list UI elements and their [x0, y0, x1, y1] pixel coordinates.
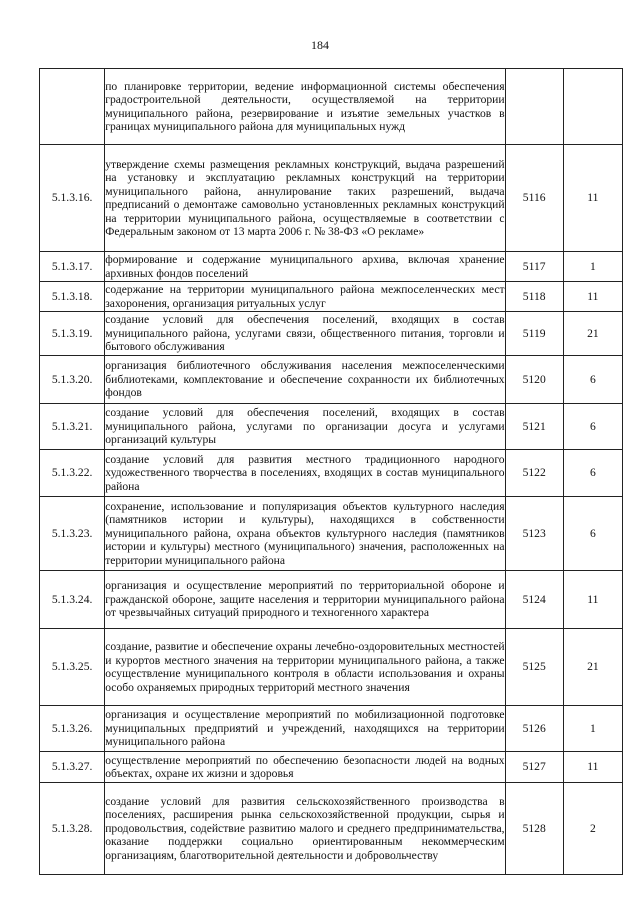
table-row	[40, 706, 623, 752]
row-code: 5128	[505, 783, 563, 875]
row-code	[505, 69, 563, 145]
row-number: 5.1.3.22.	[40, 450, 105, 497]
row-number: 5.1.3.23.	[40, 497, 105, 571]
row-number: 5.1.3.26.	[40, 706, 105, 752]
row-count: 1	[563, 706, 622, 752]
row-description: организация библиотечного обслуживания населения межпоселенческими библиотеками, комплектование и обеспечение сохранности их библиотечных фондов	[105, 356, 505, 404]
row-count: 11	[563, 571, 622, 629]
row-code: 5125	[505, 629, 563, 706]
table-row	[40, 69, 623, 145]
table-row	[40, 450, 623, 497]
row-code: 5124	[505, 571, 563, 629]
row-number: 5.1.3.17.	[40, 252, 105, 282]
table-row	[40, 282, 623, 312]
table-row	[40, 571, 623, 629]
row-description: сохранение, использование и популяризация объектов культурного наследия (памятников истории и культуры), находящихся в собственности муниципального района, охрана объектов культурного наследия (памятников истории и культуры) местного (муниципального) значения, расположенных на территории муниципального района	[105, 497, 505, 571]
row-description: организация и осуществление мероприятий по мобилизационной подготовке муниципальных предприятий и учреждений, находящихся на территории муниципального района	[105, 706, 505, 752]
table-row	[40, 629, 623, 706]
row-number: 5.1.3.24.	[40, 571, 105, 629]
row-description: формирование и содержание муниципального архива, включая хранение архивных фондов поселений	[105, 253, 505, 280]
row-number	[40, 69, 105, 145]
table-row	[40, 404, 623, 450]
row-number: 5.1.3.19.	[40, 312, 105, 356]
row-description: осуществление мероприятий по обеспечению безопасности людей на водных объектах, охране их жизни и здоровья	[105, 752, 505, 783]
row-description: создание условий для развития сельскохозяйственного производства в поселениях, расширения рынка сельскохозяйственной продукции, сырья и продовольствия, содействие развитию малого и среднего предпринимательства, оказание поддержки социально ориентированным некоммерческим организациям, благотворительной деятельности и добровольчеству	[105, 783, 505, 875]
page-number: 184	[311, 38, 329, 52]
row-code: 5123	[505, 497, 563, 571]
row-number: 5.1.3.25.	[40, 629, 105, 706]
row-count: 1	[563, 252, 622, 282]
row-count: 6	[563, 497, 622, 571]
table-row	[40, 497, 623, 571]
row-description: по планировке территории, ведение информационной системы обеспечения градостроительной деятельности, осуществляемой на территории муниципального района, резервирование и изъятие земельных участков в границах муниципального района для муниципальных нужд	[105, 69, 505, 145]
row-count: 6	[563, 356, 622, 404]
table-row	[40, 252, 623, 282]
row-description: создание условий для обеспечения поселений, входящих в состав муниципального района, услугами связи, общественного питания, торговли и бытового обслуживания	[105, 312, 505, 356]
row-number: 5.1.3.28.	[40, 783, 105, 875]
row-code: 5116	[505, 145, 563, 252]
row-code: 5122	[505, 450, 563, 497]
row-description: утверждение схемы размещения рекламных конструкций, выдача разрешений на установку и эксплуатацию рекламных конструкций на территории муниципального района, аннулирование таких разрешений, выдача предписаний о демонтаже самовольно установленных рекламных конструкций на территории муниципального района, осуществляемые в соответствии с Федеральным законом от 13 марта 2006 г. № 38-ФЗ «О рекламе»	[105, 145, 505, 252]
table-row	[40, 312, 623, 356]
row-description: создание, развитие и обеспечение охраны лечебно-оздоровительных местностей и курортов местного значения на территории муниципального района, а также осуществление муниципального контроля в области использования и охраны особо охраняемых природных территорий местного значения	[105, 629, 505, 706]
table-row	[40, 752, 623, 783]
row-count	[563, 69, 622, 145]
table-row	[40, 783, 623, 875]
row-count: 21	[563, 312, 622, 356]
row-number: 5.1.3.27.	[40, 752, 105, 783]
row-description: создание условий для обеспечения поселений, входящих в состав муниципального района, услугами по организации досуга и услугами организаций культуры	[105, 404, 505, 450]
row-code: 5120	[505, 356, 563, 404]
row-count: 2	[563, 783, 622, 875]
table-row	[40, 145, 623, 252]
row-count: 6	[563, 450, 622, 497]
row-description: создание условий для развития местного традиционного народного художественного творчества в поселениях, входящих в состав муниципального района	[105, 450, 505, 497]
row-code: 5126	[505, 706, 563, 752]
row-count: 21	[563, 629, 622, 706]
row-count: 11	[563, 145, 622, 252]
row-code: 5121	[505, 404, 563, 450]
row-count: 11	[563, 282, 622, 312]
row-code: 5117	[505, 252, 563, 282]
row-number: 5.1.3.21.	[40, 404, 105, 450]
row-code: 5127	[505, 752, 563, 783]
row-description: организация и осуществление мероприятий по территориальной обороне и гражданской обороне, защите населения и территории муниципального района от чрезвычайных ситуаций природного и техногенного характера	[105, 571, 505, 629]
row-number: 5.1.3.16.	[40, 145, 105, 252]
row-description: содержание на территории муниципального района межпоселенческих мест захоронения, организация ритуальных услуг	[105, 283, 505, 310]
row-code: 5119	[505, 312, 563, 356]
row-count: 11	[563, 752, 622, 783]
row-count: 6	[563, 404, 622, 450]
row-number: 5.1.3.18.	[40, 282, 105, 312]
document-table	[39, 68, 623, 875]
table-row	[40, 356, 623, 404]
row-code: 5118	[505, 282, 563, 312]
row-number: 5.1.3.20.	[40, 356, 105, 404]
